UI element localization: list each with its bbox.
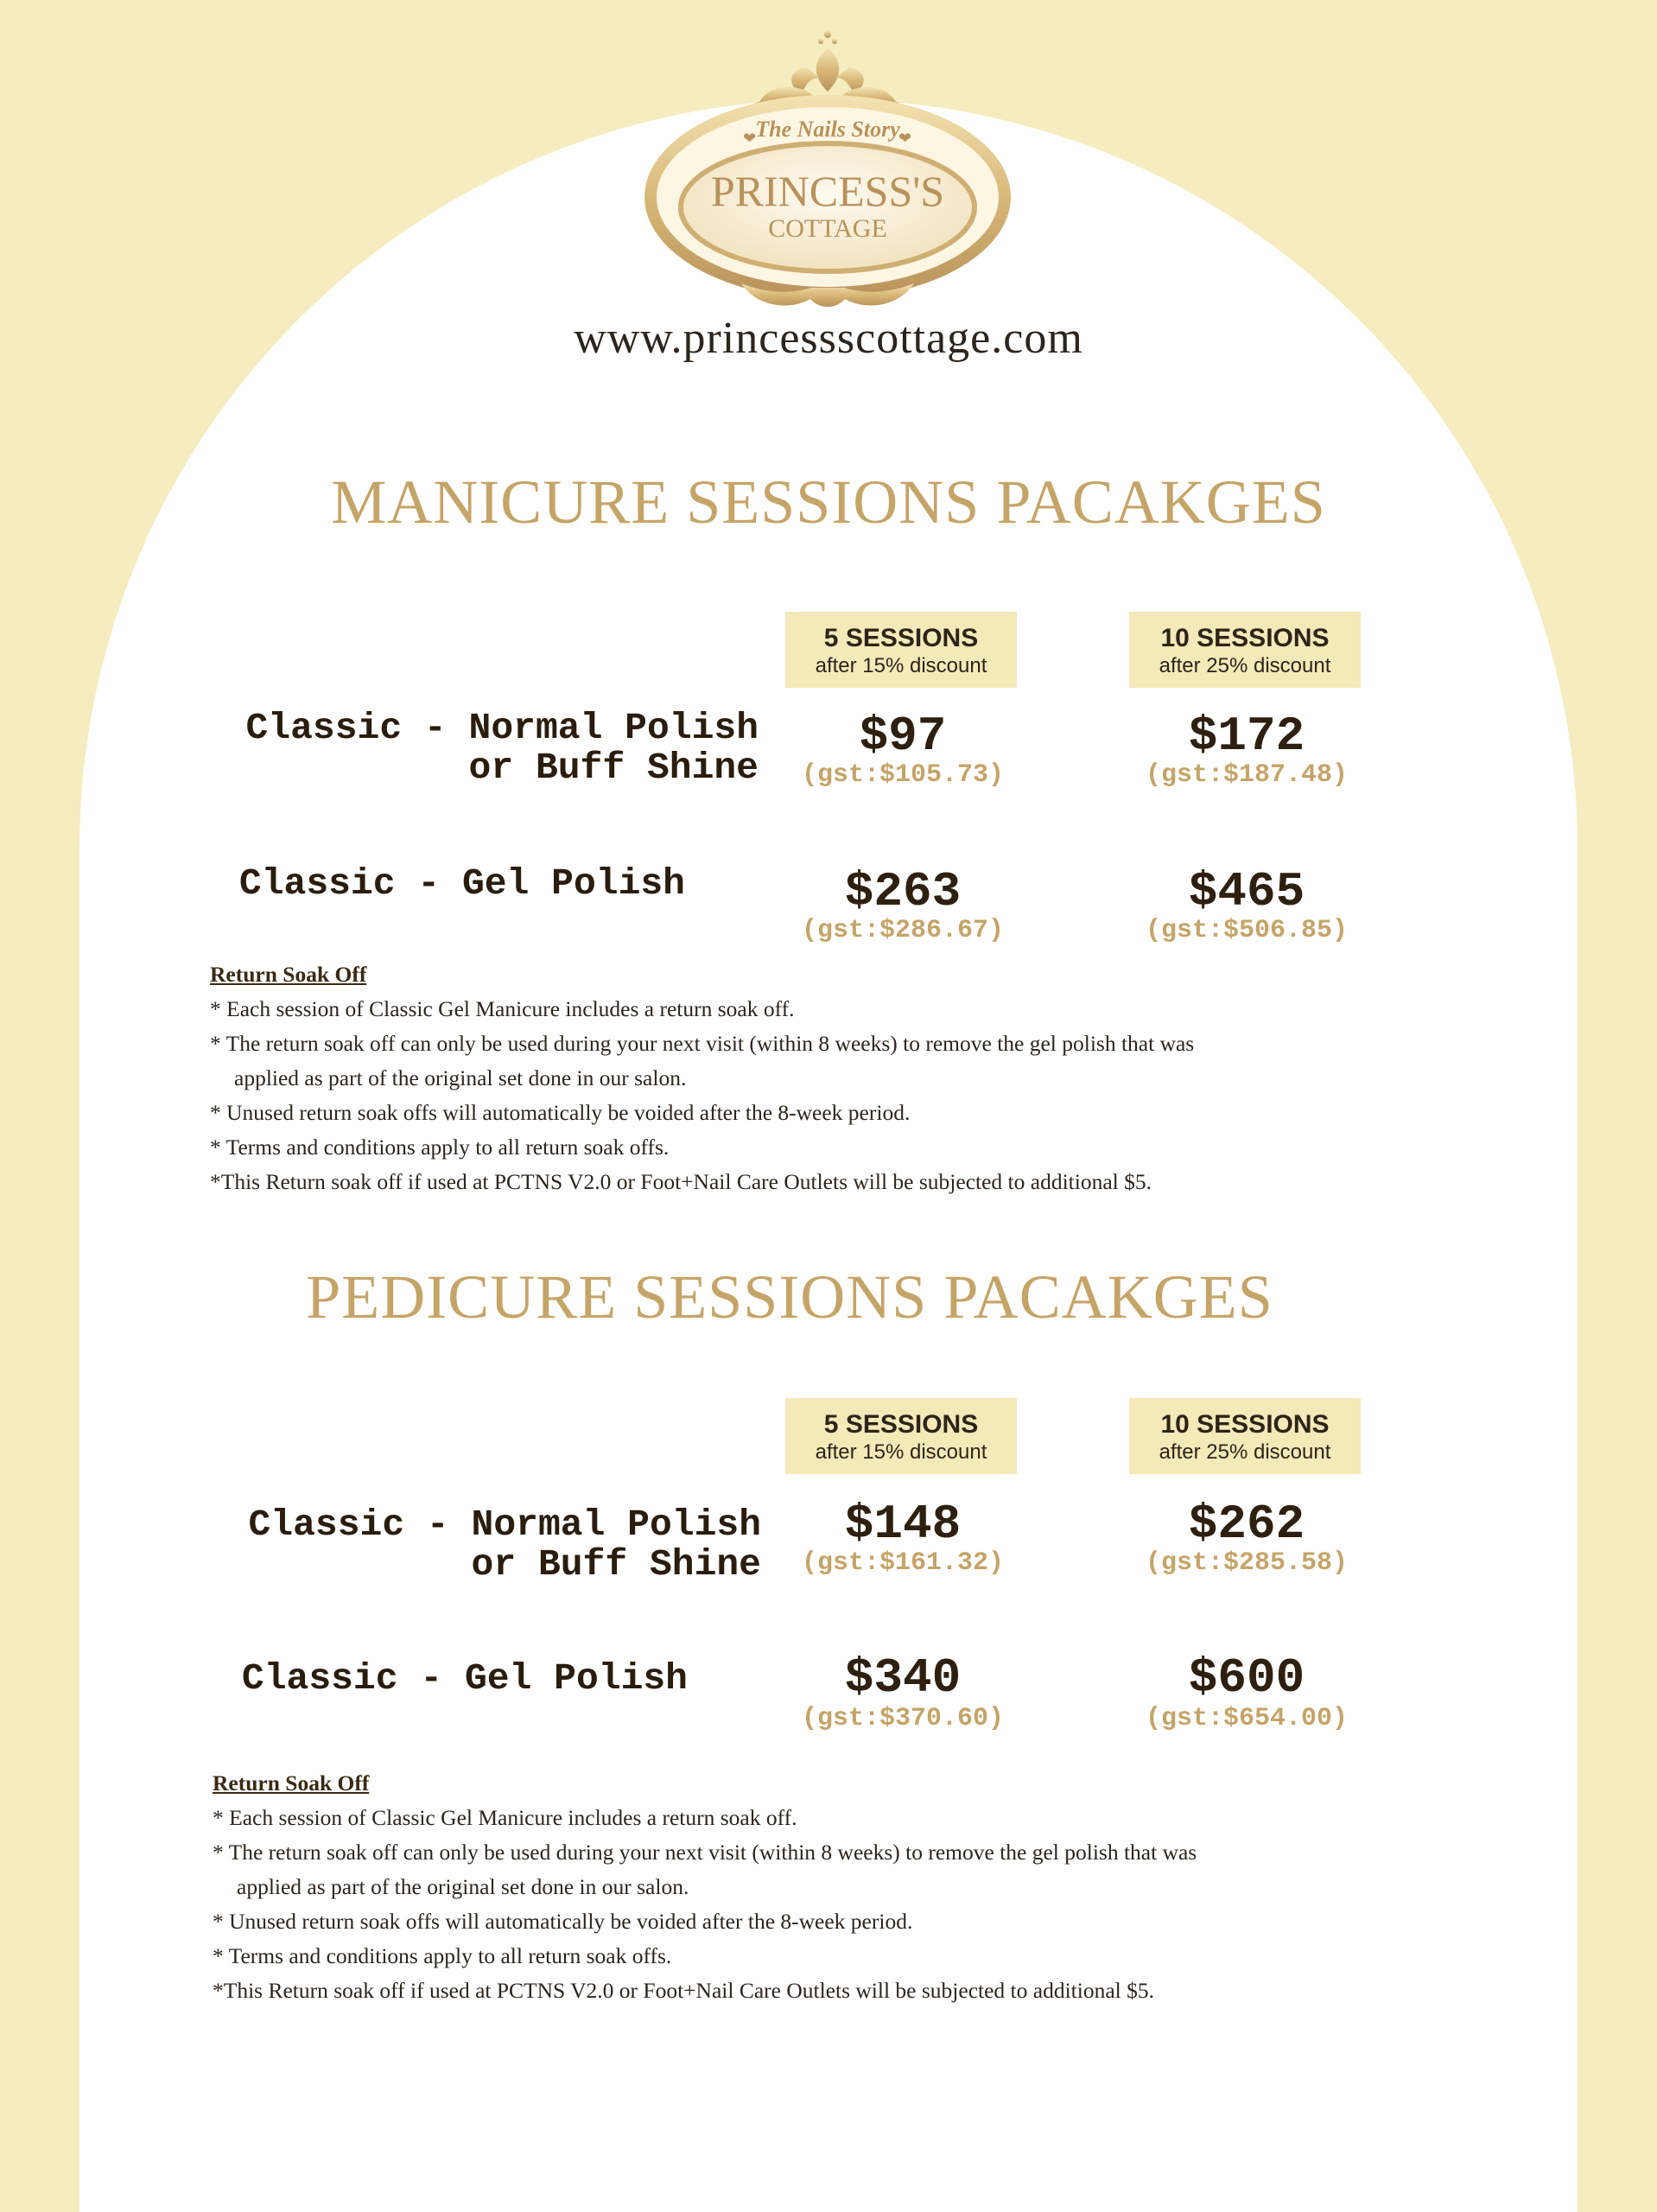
note-line: *This Return soak off if used at PCTNS V2.0 or Foot+Nail Care Outlets will be subjected to additional $5.: [210, 1169, 1152, 1194]
note-line: * Unused return soak offs will automatically be voided after the 8-week period.: [210, 1100, 911, 1125]
note-line: applied as part of the original set done in our salon.: [237, 1874, 689, 1899]
manicure-title: MANICURE SESSIONS PACAKGES: [331, 467, 1326, 537]
header-sessions: 10 SESSIONS: [1160, 1410, 1330, 1439]
price: $97: [859, 709, 947, 764]
header-discount: after 25% discount: [1159, 654, 1331, 677]
price: $262: [1188, 1497, 1305, 1552]
princess-cottage-logo: [638, 24, 1018, 314]
price: $340: [844, 1650, 962, 1706]
header-sessions: 5 SESSIONS: [823, 1410, 979, 1439]
logo-tagline: The Nails Story: [755, 117, 900, 142]
website-url[interactable]: www.princessscottage.com: [574, 314, 1083, 363]
svg-text:❤: ❤: [743, 130, 757, 147]
gst-price: (gst:$105.73): [801, 760, 1005, 790]
header-sessions: 5 SESSIONS: [823, 624, 979, 652]
note-line: applied as part of the original set done in our salon.: [234, 1065, 687, 1090]
note-line: *This Return soak off if used at PCTNS V2.0 or Foot+Nail Care Outlets will be subjected to additional $5.: [213, 1978, 1154, 2003]
logo-name-line1: PRINCESS'S: [710, 167, 945, 215]
notes-heading: Return Soak Off: [213, 1770, 370, 1796]
header-discount: after 15% discount: [815, 1440, 987, 1464]
header-discount: after 25% discount: [1159, 1440, 1331, 1464]
price: $148: [844, 1497, 962, 1552]
note-line: * Terms and conditions apply to all return soak offs.: [210, 1135, 670, 1160]
pedicure-header-5-sessions: [785, 1398, 1017, 1474]
gst-price: (gst:$506.85): [1145, 916, 1349, 945]
pedicure-return-soak-notes: [213, 1766, 1422, 2008]
note-line: * Each session of Classic Gel Manicure includes a return soak off.: [210, 996, 795, 1021]
manicure-header-5-sessions: [785, 612, 1017, 688]
price: $600: [1188, 1650, 1305, 1706]
gst-price: (gst:$654.00): [1145, 1704, 1349, 1733]
header-discount: after 15% discount: [815, 654, 987, 677]
manicure-header-10-sessions: [1129, 612, 1361, 688]
gst-price: (gst:$286.67): [801, 916, 1005, 945]
price: $263: [844, 864, 962, 919]
gst-price: (gst:$161.32): [801, 1548, 1005, 1578]
note-line: * The return soak off can only be used during your next visit (within 8 weeks) to remove the gel polish that was: [213, 1840, 1197, 1865]
gst-price: (gst:$187.48): [1145, 760, 1349, 790]
note-line: * Unused return soak offs will automatically be voided after the 8-week period.: [213, 1909, 913, 1934]
logo-name-line2: COTTAGE: [768, 214, 887, 243]
manicure-service-gel-polish: Classic - Gel Polish: [238, 862, 685, 905]
header-sessions: 10 SESSIONS: [1160, 624, 1330, 652]
pedicure-service-gel-polish: Classic - Gel Polish: [241, 1657, 688, 1700]
gst-price: (gst:$285.58): [1145, 1548, 1349, 1578]
svg-text:❤: ❤: [898, 130, 912, 147]
pedicure-title: PEDICURE SESSIONS PACAKGES: [306, 1262, 1273, 1332]
gst-price: (gst:$370.60): [801, 1704, 1005, 1733]
price: $172: [1188, 709, 1305, 764]
note-line: * Each session of Classic Gel Manicure includes a return soak off.: [213, 1805, 797, 1830]
pedicure-header-10-sessions: [1129, 1398, 1361, 1474]
manicure-return-soak-notes: [210, 957, 1419, 1199]
notes-heading: Return Soak Off: [210, 962, 367, 987]
note-line: * Terms and conditions apply to all return soak offs.: [213, 1943, 672, 1968]
note-line: * The return soak off can only be used during your next visit (within 8 weeks) to remove the gel polish that was: [210, 1031, 1195, 1056]
pedicure-service-normal-polish: Classic - Normal Polish or Buff Shine: [248, 1503, 761, 1586]
manicure-service-normal-polish: Classic - Normal Polish or Buff Shine: [245, 707, 759, 789]
price: $465: [1188, 864, 1305, 919]
